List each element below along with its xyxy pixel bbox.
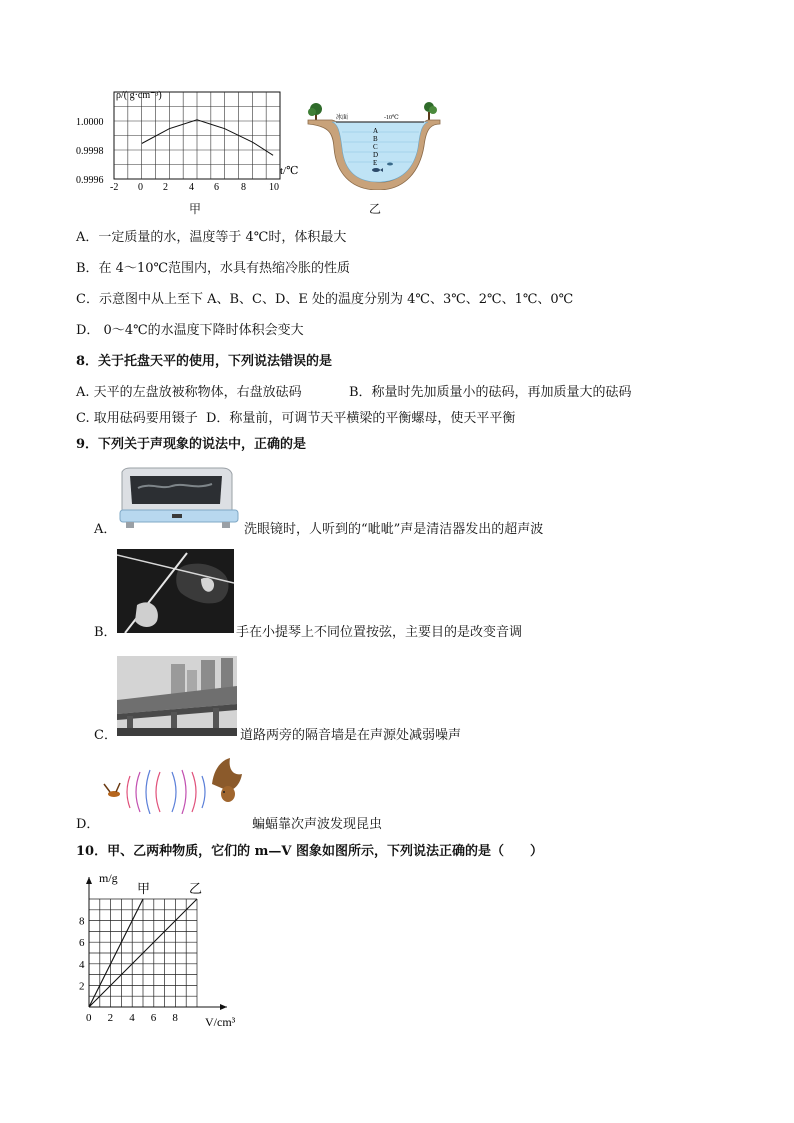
q7-option-b: B．在 4～10℃范围内，水具有热缩冷胀的性质	[76, 261, 351, 276]
depth-point-c: C	[373, 143, 378, 151]
y-axis-label: ρ/( g·cm⁻³)	[116, 90, 162, 101]
q7-option-c: C．示意图中从上至下 A、B、C、D、E 处的温度分别为 4℃、3℃、2℃、1℃、0℃	[76, 292, 574, 307]
q9-stem: 9．下列关于声现象的说法中，正确的是	[76, 437, 307, 452]
q8-option-d: D．称量前，可调节天平横梁的平衡螺母，使天平平衡	[206, 411, 516, 426]
x-tick-label: 8	[172, 1012, 178, 1024]
q9-option-b-text: 手在小提琴上不同位置按弦，主要目的是改变音调	[236, 625, 523, 640]
q10-stem: 10．甲、乙两种物质，它们的 m—V 图象如图所示，下列说法正确的是（ ）	[76, 844, 543, 859]
x-tick: 2	[163, 182, 168, 193]
density-temperature-chart	[76, 84, 306, 199]
q8-option-b: B．称量时先加质量小的砝码，再加质量大的砝码	[349, 385, 632, 400]
tree-right-icon	[424, 102, 437, 120]
caption-jia: 甲	[189, 202, 202, 216]
x-tick: 10	[269, 182, 279, 193]
y-tick-3: 0.9996	[76, 175, 104, 186]
y-tick-2: 0.9998	[76, 146, 104, 157]
q7-option-d: D． 0～4℃的水温度下降时体积会变大	[76, 323, 304, 338]
lake-cross-section-diagram	[306, 98, 442, 190]
q8-option-a: A. 天平的左盘放被称物体，右盘放砝码	[76, 385, 302, 400]
caption-yi: 乙	[369, 202, 382, 216]
x-axis-label: t/℃	[280, 165, 299, 177]
depth-point-e: E	[373, 159, 378, 167]
y-tick-label: 2	[79, 980, 85, 993]
q9-option-c-label: C．	[94, 728, 117, 743]
x-tick: -2	[110, 182, 119, 193]
tree-left-icon	[308, 103, 322, 122]
x-tick: 6	[214, 182, 219, 193]
q9-option-a-label: A．	[94, 522, 117, 537]
x-axis-arrow-icon	[220, 1004, 227, 1010]
x-tick-label: 6	[150, 1012, 157, 1024]
q8-stem: 8．关于托盘天平的使用，下列说法错误的是	[76, 354, 333, 369]
bat-echolocation-image	[100, 754, 250, 814]
q9-option-d-label: D．	[76, 817, 100, 832]
x-tick: 8	[241, 182, 246, 193]
q9-option-a-text: 洗眼镜时，人听到的“呲呲”声是清洁器发出的超声波	[244, 522, 544, 537]
y-tick-1: 1.0000	[76, 117, 104, 128]
x-axis-label: V/cm³	[205, 1015, 236, 1029]
y-axis-label: m/g	[99, 871, 118, 885]
y-tick-label: 8	[79, 915, 85, 928]
depth-point-d: D	[373, 151, 379, 159]
x-tick: 4	[189, 182, 194, 193]
depth-point-a: A	[373, 127, 379, 135]
violin-photo	[117, 549, 234, 633]
sound-barrier-photo	[117, 656, 237, 736]
x-tick-label: 0	[86, 1012, 92, 1024]
ice-surface-label: 冰面	[336, 115, 349, 121]
depth-point-b: B	[373, 135, 378, 143]
x-tick: 0	[138, 182, 143, 193]
q9-option-c-text: 道路两旁的隔音墙是在声源处减弱噪声	[240, 728, 462, 743]
q9-option-b-label: B．	[94, 625, 117, 640]
series-label-yi: 乙	[189, 881, 203, 896]
series-label-jia: 甲	[137, 881, 151, 896]
y-axis-arrow-icon	[86, 877, 92, 884]
y-tick-label: 4	[79, 958, 85, 971]
x-tick-label: 2	[107, 1012, 114, 1024]
q8-option-c: C. 取用砝码要用镊子	[76, 411, 198, 426]
q7-option-a: A．一定质量的水，温度等于 4℃时，体积最大	[76, 230, 347, 245]
y-tick-label: 6	[79, 937, 85, 950]
ultrasonic-cleaner-image	[116, 466, 240, 532]
x-tick-label: 4	[129, 1012, 135, 1024]
mass-volume-chart	[72, 866, 262, 1034]
surface-temp-label: -10℃	[384, 115, 399, 121]
q9-option-d-text: 蝙蝠靠次声波发现昆虫	[252, 817, 383, 832]
